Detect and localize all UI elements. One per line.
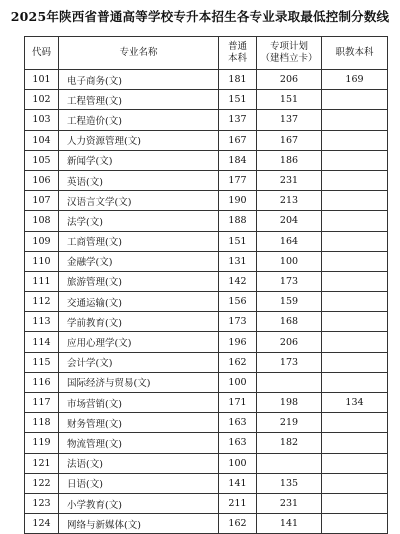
cell-general: 100 [219,453,257,473]
cell-special: 164 [257,231,322,251]
cell-special: 100 [257,251,322,271]
cell-general: 141 [219,473,257,493]
cell-special: 186 [257,150,322,170]
cell-name: 法语(文) [59,453,219,473]
cell-code: 105 [25,150,59,170]
cell-code: 107 [25,191,59,211]
cell-name: 汉语言文学(文) [59,191,219,211]
cell-code: 122 [25,473,59,493]
cell-vocational [322,191,388,211]
cell-special: 137 [257,110,322,130]
table-row [25,514,388,534]
table-row [25,90,388,110]
table-row [25,211,388,231]
cell-vocational [322,352,388,372]
table-row [25,473,388,493]
cell-vocational [322,453,388,473]
table-row [25,433,388,453]
table-header-row [25,37,388,70]
cell-code: 104 [25,130,59,150]
table-row [25,170,388,190]
cell-name: 英语(文) [59,170,219,190]
table-row [25,130,388,150]
cell-general: 100 [219,372,257,392]
document-title: 2025年陕西省普通高等学校专升本招生各专业录取最低控制分数线 [10,9,390,24]
cell-name: 日语(文) [59,473,219,493]
cell-general: 142 [219,271,257,291]
table-row [25,271,388,291]
cell-vocational [322,413,388,433]
cell-general: 151 [219,90,257,110]
cell-vocational [322,130,388,150]
table-row [25,150,388,170]
cell-general: 156 [219,292,257,312]
cell-code: 124 [25,514,59,534]
cell-general: 162 [219,514,257,534]
cell-vocational [322,372,388,392]
cell-name: 工程管理(文) [59,90,219,110]
table-row [25,312,388,332]
cell-code: 109 [25,231,59,251]
header-vocational: 职教本科 [322,37,388,70]
cell-vocational [322,433,388,453]
cell-vocational [322,231,388,251]
cell-general: 190 [219,191,257,211]
cell-code: 108 [25,211,59,231]
header-special-line2: （建档立卡） [260,53,318,64]
cell-special: 173 [257,352,322,372]
cell-name: 旅游管理(文) [59,271,219,291]
cell-general: 137 [219,110,257,130]
cell-name: 电子商务(文) [59,70,219,90]
cell-name: 会计学(文) [59,352,219,372]
cell-name: 应用心理学(文) [59,332,219,352]
cell-code: 117 [25,393,59,413]
cell-code: 119 [25,433,59,453]
cell-code: 111 [25,271,59,291]
table-row [25,332,388,352]
cell-special: 206 [257,70,322,90]
cell-special: 231 [257,170,322,190]
table-row [25,251,388,271]
cell-vocational [322,332,388,352]
cell-code: 103 [25,110,59,130]
cell-general: 167 [219,130,257,150]
cell-general: 184 [219,150,257,170]
cell-vocational [322,271,388,291]
cell-name: 小学教育(文) [59,493,219,513]
cell-code: 115 [25,352,59,372]
header-code: 代码 [25,37,59,70]
cell-vocational: 134 [322,393,388,413]
cell-special: 204 [257,211,322,231]
header-name: 专业名称 [59,37,219,70]
cell-code: 123 [25,493,59,513]
cell-vocational [322,493,388,513]
cell-name: 金融学(文) [59,251,219,271]
cell-name: 工程造价(文) [59,110,219,130]
cell-vocational [322,251,388,271]
table-row [25,393,388,413]
cell-name: 工商管理(文) [59,231,219,251]
cell-name: 新闻学(文) [59,150,219,170]
table-row [25,413,388,433]
table-row [25,70,388,90]
header-special-line1: 专项计划 [269,41,308,52]
cell-name: 学前教育(文) [59,312,219,332]
cell-vocational [322,170,388,190]
table-row [25,231,388,251]
cell-special: 182 [257,433,322,453]
cell-code: 102 [25,90,59,110]
header-general [219,37,257,70]
cell-code: 112 [25,292,59,312]
cell-general: 177 [219,170,257,190]
cell-general: 163 [219,413,257,433]
cell-general: 181 [219,70,257,90]
cell-general: 196 [219,332,257,352]
table-row [25,352,388,372]
cell-name: 网络与新媒体(文) [59,514,219,534]
header-general-line1: 普通 [227,41,247,52]
cell-special: 167 [257,130,322,150]
cell-name: 法学(文) [59,211,219,231]
cell-vocational [322,150,388,170]
cell-special [257,372,322,392]
cell-special: 135 [257,473,322,493]
cell-vocational [322,292,388,312]
cell-code: 114 [25,332,59,352]
table-row [25,191,388,211]
table-row [25,453,388,473]
cell-special: 213 [257,191,322,211]
cell-general: 171 [219,393,257,413]
cell-name: 人力资源管理(文) [59,130,219,150]
header-special [257,37,322,70]
cell-general: 162 [219,352,257,372]
cell-general: 163 [219,433,257,453]
cell-vocational [322,211,388,231]
cell-vocational [322,473,388,493]
cell-special: 159 [257,292,322,312]
cell-general: 173 [219,312,257,332]
cell-special: 206 [257,332,322,352]
cell-vocational [322,514,388,534]
cell-code: 106 [25,170,59,190]
cell-special: 141 [257,514,322,534]
cell-special: 231 [257,493,322,513]
header-general-line2: 本科 [227,53,247,64]
cell-code: 110 [25,251,59,271]
cell-special [257,453,322,473]
cell-special: 198 [257,393,322,413]
cell-name: 物流管理(文) [59,433,219,453]
cell-general: 151 [219,231,257,251]
cell-special: 151 [257,90,322,110]
cell-code: 116 [25,372,59,392]
cell-general: 131 [219,251,257,271]
score-table [24,36,388,534]
cell-vocational [322,110,388,130]
table-row [25,110,388,130]
cell-code: 113 [25,312,59,332]
table-row [25,372,388,392]
cell-name: 市场营销(文) [59,393,219,413]
cell-vocational [322,312,388,332]
table-row [25,493,388,513]
cell-special: 219 [257,413,322,433]
cell-general: 188 [219,211,257,231]
cell-code: 118 [25,413,59,433]
cell-vocational [322,90,388,110]
table-row [25,292,388,312]
cell-name: 财务管理(文) [59,413,219,433]
cell-special: 173 [257,271,322,291]
cell-code: 121 [25,453,59,473]
cell-name: 交通运输(文) [59,292,219,312]
cell-code: 101 [25,70,59,90]
cell-special: 168 [257,312,322,332]
cell-general: 211 [219,493,257,513]
cell-name: 国际经济与贸易(文) [59,372,219,392]
cell-vocational: 169 [322,70,388,90]
